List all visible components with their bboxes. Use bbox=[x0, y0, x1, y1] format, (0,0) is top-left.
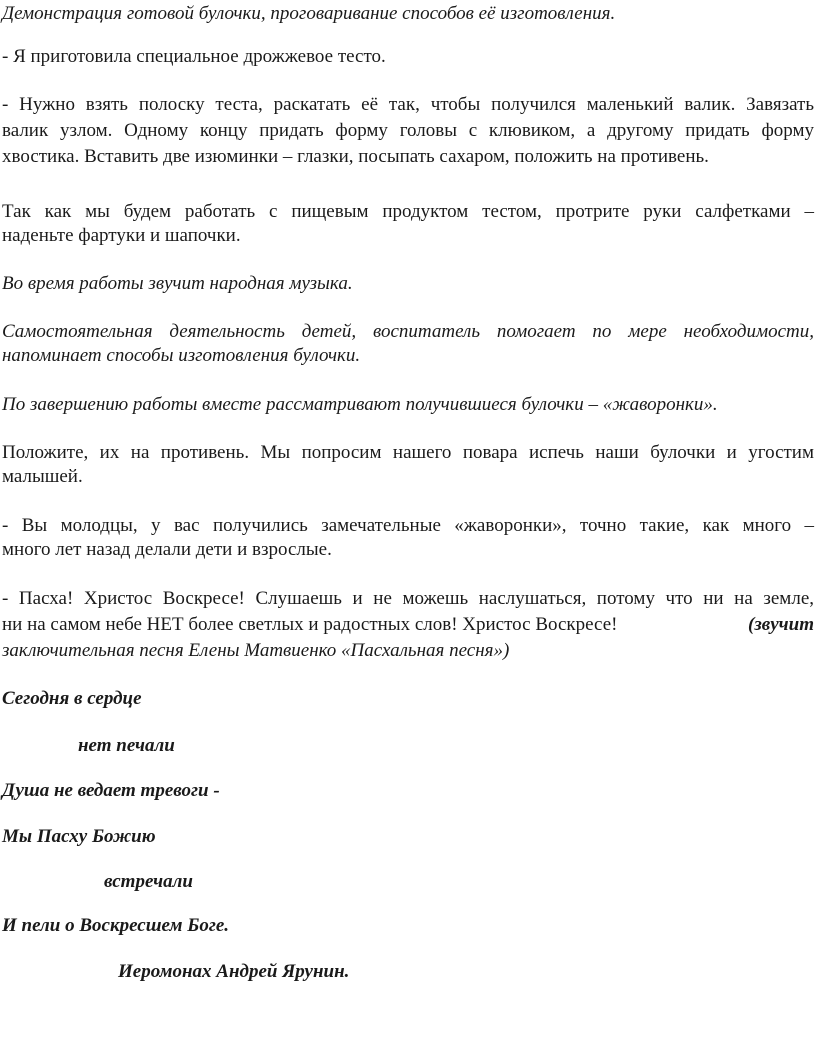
activity-line-2: напоминает способы изготовления булочки. bbox=[2, 345, 361, 366]
paragraph-instructions-line-2: валик узлом. Одному концу придать форму головы с клювиком, а другому придать форму bbox=[2, 120, 814, 141]
paragraph-hygiene-line-1: Так как мы будем работать с пищевым продуктом тестом, протрите руки салфетками – bbox=[2, 201, 814, 222]
paragraph-hygiene-line-2: наденьте фартуки и шапочки. bbox=[2, 225, 241, 246]
poem-line-2: нет печали bbox=[78, 735, 175, 756]
poem-line-5: встречали bbox=[104, 871, 193, 892]
paragraph-easter-text: ни на самом небе НЕТ более светлых и радостных слов! Христос Воскресе! bbox=[2, 614, 618, 635]
poem-line-4: Мы Пасху Божию bbox=[2, 826, 156, 847]
poem-line-3: Душа не ведает тревоги - bbox=[2, 780, 220, 801]
song-note-start: (звучит bbox=[748, 614, 814, 635]
paragraph-easter-line-1: - Пасха! Христос Воскресе! Слушаешь и не можешь наслушаться, потому что ни на земле, bbox=[2, 588, 814, 609]
poem-line-6: И пели о Воскресшем Боге. bbox=[2, 915, 230, 936]
poem-author: Иеромонах Андрей Ярунин. bbox=[118, 961, 350, 982]
activity-line-1: Самостоятельная деятельность детей, воспитатель помогает по мере необходимости, bbox=[2, 321, 814, 342]
poem-line-1: Сегодня в сердце bbox=[2, 688, 142, 709]
paragraph-easter-line-2 bbox=[2, 613, 814, 637]
paragraph-praise-line-2: много лет назад делали дети и взрослые. bbox=[2, 539, 332, 560]
paragraph-instructions-line-3: хвостика. Вставить две изюминки – глазки, посыпать сахаром, положить на противень. bbox=[2, 146, 709, 167]
paragraph-dough: - Я приготовила специальное дрожжевое тесто. bbox=[2, 46, 386, 67]
paragraph-oven-line-1: Положите, их на противень. Мы попросим нашего повара испечь наши булочки и угостим bbox=[2, 442, 814, 463]
paragraph-oven-line-2: малышей. bbox=[2, 466, 83, 487]
paragraph-easter-line-3: заключительная песня Елены Матвиенко «Пасхальная песня») bbox=[2, 640, 510, 661]
intro-line: Демонстрация готовой булочки, проговаривание способов её изготовления. bbox=[2, 3, 616, 24]
paragraph-praise-line-1: - Вы молодцы, у вас получились замечательные «жаворонки», точно такие, как много – bbox=[2, 515, 814, 536]
music-note: Во время работы звучит народная музыка. bbox=[2, 273, 353, 294]
completion-line: По завершению работы вместе рассматривают получившиеся булочки – «жаворонки». bbox=[2, 394, 718, 415]
paragraph-instructions-line-1: - Нужно взять полоску теста, раскатать её так, чтобы получился маленький валик. Завязать bbox=[2, 94, 814, 115]
